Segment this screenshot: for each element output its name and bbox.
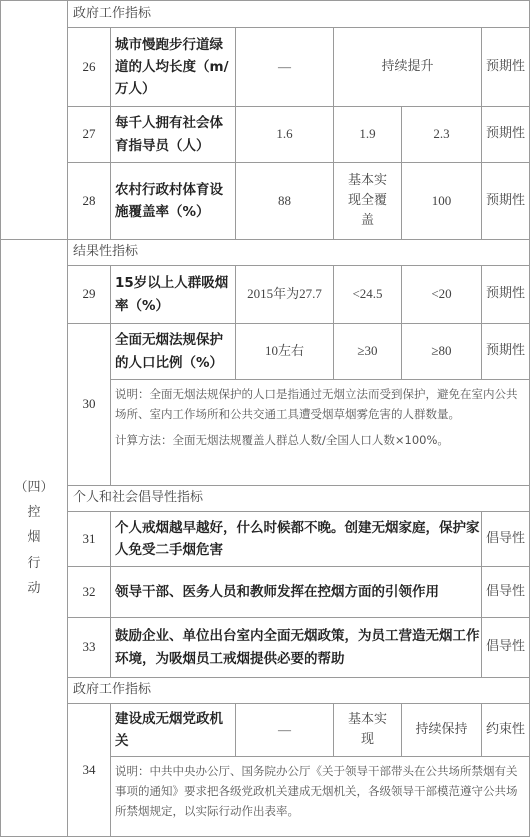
indicator-type: 约束性 xyxy=(485,721,525,737)
indicator-name: 建设成无烟党政机关 xyxy=(115,710,223,749)
indicator-name: 个人戒烟越早越好，什么时候都不晚。创建无烟家庭，保护家人免受二手烟危害 xyxy=(115,519,480,558)
value-2030: <20 xyxy=(431,286,452,302)
indicator-note xyxy=(111,757,529,836)
value-2015: — xyxy=(278,58,291,74)
note-text: 说明：中共中央办公厅、国务院办公厅《关于领导干部带头在公共场所禁烟有关事项的通知》要求把各级党政机关建成无烟机关，各级领导干部模范遵守公共场所禁烟规定，以实际行动作出表率。 xyxy=(115,764,518,819)
note-text: 说明：全面无烟法规保护的人口是指通过无烟立法而受到保护，避免在室内公共场所、室内工作场所和公共交通工具遭受烟草烟雾危害的人群数量。 xyxy=(115,387,518,422)
section-header: 政府工作指标 xyxy=(73,5,152,21)
category-char: 烟 xyxy=(27,530,41,546)
category-label xyxy=(1,240,67,836)
row-number: 34 xyxy=(82,761,96,777)
value-2022: ≥30 xyxy=(357,343,378,359)
row-number: 29 xyxy=(82,286,96,302)
category-char: 控 xyxy=(27,504,41,520)
value-2015: 1.6 xyxy=(276,126,293,142)
indicator-name: 城市慢跑步行道绿道的人均长度（m/万人） xyxy=(115,36,229,98)
indicator-name: 领导干部、医务人员和教师发挥在控烟方面的引领作用 xyxy=(115,583,439,600)
row-number: 26 xyxy=(82,58,96,74)
indicator-type: 倡导性 xyxy=(485,583,525,599)
row-number: 31 xyxy=(82,530,96,546)
indicator-name: 15岁以上人群吸烟率（%） xyxy=(115,275,229,314)
indicator-type: 预期性 xyxy=(485,192,525,208)
value-2022: 1.9 xyxy=(359,126,376,142)
value-2015: 10左右 xyxy=(264,343,304,359)
indicator-type: 预期性 xyxy=(485,58,525,74)
indicator-note xyxy=(111,380,529,485)
indicator-name: 全面无烟法规保护的人口比例（%） xyxy=(115,332,224,371)
indicator-type: 预期性 xyxy=(485,343,525,359)
indicator-name: 农村行政村体育设施覆盖率（%） xyxy=(115,181,223,220)
section-header: 结果性指标 xyxy=(73,244,139,260)
indicator-type: 预期性 xyxy=(485,286,525,302)
value-2030: 2.3 xyxy=(433,126,450,142)
indicator-type: 预期性 xyxy=(485,126,525,142)
row-number: 28 xyxy=(82,192,96,208)
value-2015: 2015年为27.7 xyxy=(247,286,322,302)
value-2030: 100 xyxy=(431,192,452,208)
value-2015: — xyxy=(278,721,291,737)
indicator-type: 倡导性 xyxy=(485,639,525,655)
value-target: 持续提升 xyxy=(381,58,434,74)
value-2022: 基本实现 xyxy=(348,711,388,747)
category-number: （四） xyxy=(14,479,54,495)
row-number: 33 xyxy=(82,639,96,655)
value-2015: 88 xyxy=(278,192,291,208)
row-number: 27 xyxy=(82,126,96,142)
value-2022: <24.5 xyxy=(352,286,383,302)
row-number: 32 xyxy=(82,583,96,599)
value-2030: ≥80 xyxy=(431,343,452,359)
indicator-type: 倡导性 xyxy=(485,530,525,546)
section-header: 政府工作指标 xyxy=(73,682,152,698)
category-char: 行 xyxy=(27,555,41,571)
row-number: 30 xyxy=(82,396,96,412)
calculation-method: 计算方法：全面无烟法规覆盖人群总人数/全国人口人数×100%。 xyxy=(115,433,449,448)
section-header: 个人和社会倡导性指标 xyxy=(73,490,204,506)
category-char: 动 xyxy=(27,581,41,597)
value-2030: 持续保持 xyxy=(415,721,468,737)
indicator-name: 鼓励企业、单位出台室内全面无烟政策，为员工营造无烟工作环境，为吸烟员工戒烟提供必要的帮助 xyxy=(115,628,480,667)
indicator-name: 每千人拥有社会体育指导员（人） xyxy=(115,115,223,154)
value-2022: 基本实现全覆盖 xyxy=(347,172,387,229)
